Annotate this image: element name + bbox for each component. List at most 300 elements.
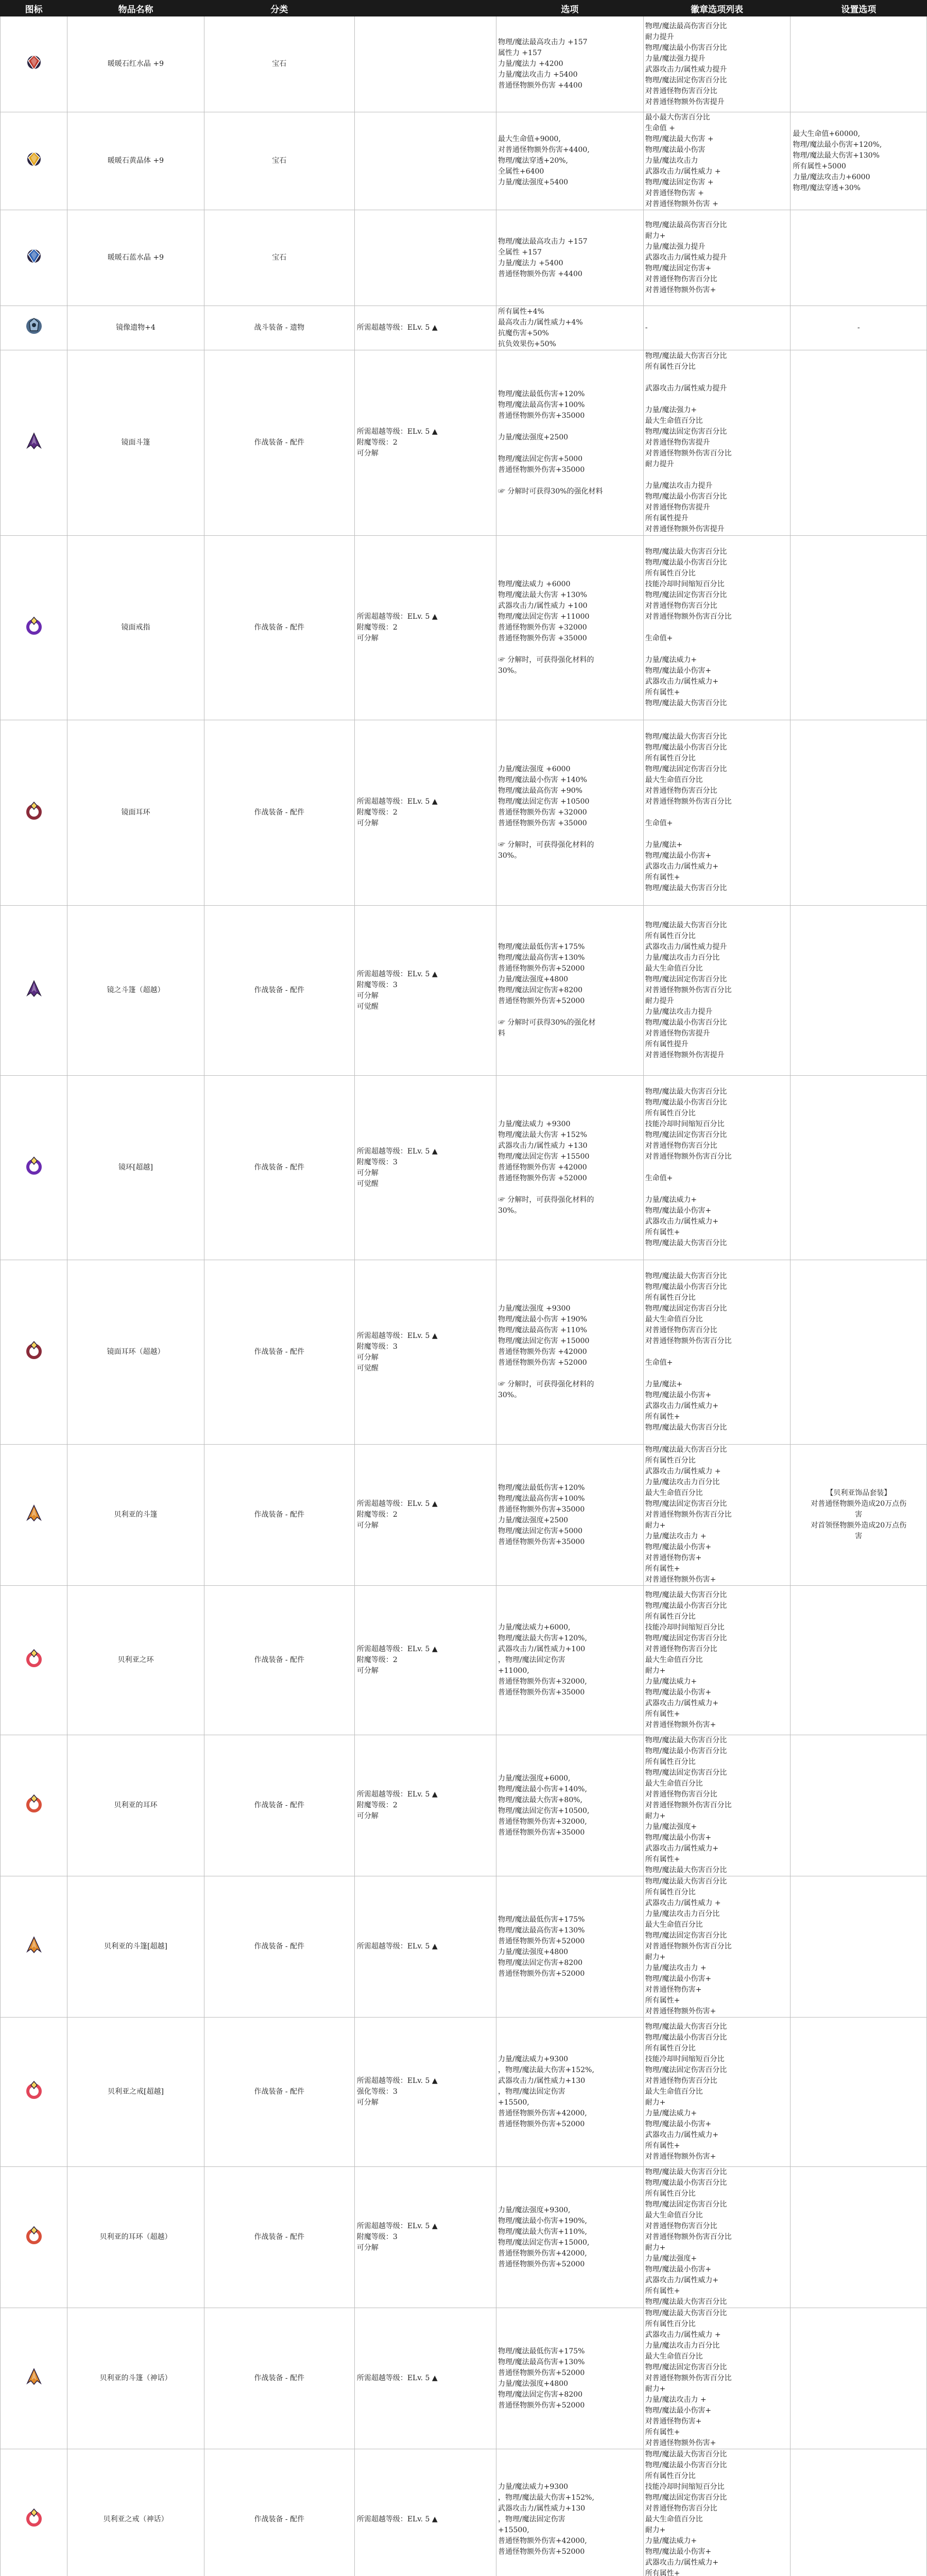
- item-category: 作战装备 - 配件: [204, 1876, 354, 2018]
- option-line: 物理/魔法固定伤害+8200: [497, 2390, 583, 2399]
- random-option-line: 物理/魔法最小伤害+: [645, 2120, 712, 2128]
- random-option-line: 耐力+: [645, 2244, 666, 2252]
- item-category: 作战装备 - 配件: [204, 2308, 354, 2449]
- random-option-line: 物理/魔法固定伤害 +: [645, 178, 714, 187]
- item-category: 作战装备 - 配件: [204, 2167, 354, 2308]
- random-option-line: 耐力提升: [645, 460, 674, 468]
- icon-cell: [1, 906, 67, 1076]
- random-option-line: 武器攻击力/属性威力+: [645, 2131, 719, 2139]
- item-category: 战斗装备 - 遗物: [204, 306, 354, 350]
- option-line: 武器攻击力/属性威力+130: [497, 2077, 586, 2085]
- option-line: 料: [497, 1029, 505, 1038]
- option-line: 普通怪物额外伤害+52000: [497, 2260, 585, 2268]
- random-option-line: 物理/魔法最小伤害+: [645, 1391, 712, 1399]
- item-name: 贝利亚的斗篷[超越]: [67, 1876, 204, 2018]
- random-option-line: 所有属性百分比: [645, 1294, 696, 1302]
- option-line: 属性力 +157: [497, 49, 542, 57]
- option-line: 物理/魔法固定伤害 +15000: [497, 1337, 590, 1345]
- option-line: ☞ 分解时，可获得强化材料的: [497, 656, 594, 664]
- random-option-line: 物理/魔法最大伤害百分比: [645, 2309, 727, 2317]
- option-line: 武器攻击力/属性威力 +100: [497, 602, 588, 610]
- item-random-options: [643, 350, 791, 536]
- blue-gem-icon: [22, 244, 46, 268]
- option-line: 30%。: [497, 1391, 522, 1399]
- option-line: ，物理/魔法最大伤害+152%,: [497, 2066, 594, 2074]
- header-requirement: [354, 1, 496, 16]
- option-line: 武器攻击力/属性威力+100: [497, 1645, 586, 1653]
- random-option-line: 所有属性+: [645, 2287, 680, 2295]
- random-option-line: 武器攻击力/属性威力+: [645, 2558, 719, 2567]
- option-line: 物理/魔法最低伤害+175%: [497, 943, 585, 951]
- item-requirement: [354, 210, 496, 306]
- mirror-cape-icon: [22, 429, 46, 453]
- random-option-line: 力量/魔法强度+: [645, 1823, 697, 1831]
- item-random-options: [643, 1445, 791, 1586]
- option-line: 力量/魔法力 +4200: [497, 60, 563, 68]
- random-option-line: 所有属性百分比: [645, 569, 696, 578]
- random-option-line: [645, 644, 789, 655]
- item-options: [496, 536, 643, 720]
- random-option-line: 力量/魔法攻击力提升: [645, 1008, 713, 1016]
- random-option-line: 所有属性+: [645, 2142, 680, 2150]
- option-line: 全属性+6400: [497, 167, 544, 176]
- table-row: [1, 210, 927, 306]
- random-option-line: 物理/魔法固定伤害百分比: [645, 1500, 727, 1508]
- random-option-line: 耐力+: [645, 1812, 666, 1820]
- option-line: 物理/魔法最高攻击力 +157: [497, 38, 588, 46]
- option-line: ☞ 分解时，可获得强化材料的: [497, 1380, 594, 1388]
- option-line: ，物理/魔法最大伤害+152%,: [497, 2494, 594, 2502]
- item-category: 宝石: [204, 210, 354, 306]
- fixed-option-line: 最大生命值+60000,: [793, 129, 861, 138]
- random-option-line: 武器攻击力/属性威力提升: [645, 253, 727, 262]
- random-option-line: 武器攻击力/属性威力提升: [645, 65, 727, 74]
- item-category: 作战装备 - 配件: [204, 2018, 354, 2167]
- random-option-line: 所有属性百分比: [645, 2320, 696, 2328]
- option-line: 物理/魔法穿透+20%,: [497, 157, 568, 165]
- option-line: 物理/魔法最高伤害 +90%: [497, 787, 582, 795]
- random-option-line: 所有属性+: [645, 2428, 680, 2436]
- random-option-line: 武器攻击力/属性威力提升: [645, 943, 727, 951]
- fixed-option-line: 对普通怪物额外造成20万点伤: [811, 1500, 907, 1508]
- random-option-line: [645, 829, 789, 840]
- random-option-line: 所有属性提升: [645, 1040, 689, 1048]
- random-option-line: 物理/魔法最小伤害百分比: [645, 1019, 727, 1027]
- option-line: 物理/魔法固定伤害+15000,: [497, 2238, 590, 2247]
- random-option-line: 所有属性+: [645, 1228, 680, 1236]
- option-line: 力量/魔法力 +5400: [497, 259, 563, 267]
- random-option-line: 物理/魔法固定伤害百分比: [645, 2494, 727, 2502]
- option-line: 普通怪物额外伤害+35000: [497, 1688, 585, 1697]
- option-line: 物理/魔法最高伤害+130%: [497, 1926, 585, 1935]
- header-options: 选项: [496, 1, 643, 16]
- option-line: 物理/魔法最低伤害+120%: [497, 389, 585, 398]
- item-options: [496, 1076, 643, 1260]
- red-gem-icon: [22, 50, 46, 74]
- random-option-line: [645, 372, 789, 383]
- icon-cell: [1, 112, 67, 210]
- option-line: ☞ 分解时，可获得强化材料的: [497, 841, 594, 849]
- random-option-line: 物理/魔法固定伤害百分比: [645, 2200, 727, 2209]
- item-category: 作战装备 - 配件: [204, 1586, 354, 1735]
- table-row: [1, 2018, 927, 2167]
- random-option-line: [645, 394, 789, 405]
- option-line: 力量/魔法强度 +9300: [497, 1304, 571, 1313]
- option-line: 普通怪物额外伤害+35000: [497, 1828, 585, 1837]
- icon-cell: [1, 2167, 67, 2308]
- item-name: 镜像遗物+4: [67, 306, 204, 350]
- random-option-line: 物理/魔法最小伤害百分比: [645, 2461, 727, 2469]
- random-option-line: 耐力+: [645, 232, 666, 240]
- item-fixed-options: [791, 2018, 927, 2167]
- item-name: 镜面斗篷: [67, 350, 204, 536]
- random-option-line: 最大生命值百分比: [645, 1921, 703, 1929]
- option-line: 物理/魔法最高攻击力 +157: [497, 237, 588, 246]
- icon-cell: [1, 536, 67, 720]
- table-row: [1, 1876, 927, 2018]
- option-line: 物理/魔法最大伤害+120%,: [497, 1634, 587, 1642]
- option-line: 普通怪物额外伤害+52000: [497, 2368, 585, 2377]
- random-option-line: 物理/魔法最大伤害百分比: [645, 1423, 727, 1432]
- random-option-line: 物理/魔法固定伤害百分比: [645, 1304, 727, 1313]
- item-fixed-options: [791, 2167, 927, 2308]
- random-option-line: 对普通怪物额外伤害+: [645, 1721, 716, 1729]
- item-random-options: [643, 112, 791, 210]
- random-option-line: 力量/魔法攻击力 +: [645, 2396, 707, 2404]
- item-options: [496, 350, 643, 536]
- random-option-line: 物理/魔法最小伤害+: [645, 1834, 712, 1842]
- random-option-line: 生命值 +: [645, 124, 675, 132]
- item-fixed-options: [791, 16, 927, 112]
- random-option-line: 对普通怪物伤害百分比: [645, 2222, 717, 2230]
- random-option-line: 最大生命值百分比: [645, 1780, 703, 1788]
- option-line: 力量/魔法强度+5400: [497, 178, 569, 187]
- item-category: 宝石: [204, 16, 354, 112]
- random-option-line: 对普通怪物伤害百分比: [645, 2504, 717, 2513]
- random-option-line: 对普通怪物额外伤害百分比: [645, 1942, 732, 1951]
- item-category: 作战装备 - 配件: [204, 1260, 354, 1445]
- item-requirement: 所需超越等级：ELv. 5 ▲ 强化等级：3 可分解: [354, 2018, 496, 2167]
- fixed-option-line: 力量/魔法攻击力+6000: [793, 173, 870, 181]
- option-line: 普通怪物额外伤害+52000: [497, 1937, 585, 1945]
- random-option-line: 物理/魔法最小伤害百分比: [645, 43, 727, 52]
- option-line: [498, 443, 642, 454]
- option-line: 力量/魔法威力+6000,: [497, 1623, 571, 1632]
- item-name: 贝利亚之环: [67, 1586, 204, 1735]
- random-option-line: 物理/魔法最小伤害百分比: [645, 493, 727, 501]
- item-requirement: 所需超越等级：ELv. 5 ▲ 附魔等级：3 可分解 可觉醒: [354, 1076, 496, 1260]
- random-option-line: 物理/魔法最大伤害百分比: [645, 1866, 727, 1874]
- item-fixed-options: [791, 1586, 927, 1735]
- option-line: 抗魔伤害+50%: [497, 329, 549, 337]
- random-option-line: 力量/魔法强度+: [645, 2255, 697, 2263]
- header-icon: 图标: [1, 1, 67, 16]
- random-option-line: 耐力+: [645, 1521, 666, 1530]
- item-options: [496, 1260, 643, 1445]
- random-option-line: 对普通怪物额外伤害百分比: [645, 449, 732, 457]
- random-option-line: 物理/魔法最大伤害百分比: [645, 1088, 727, 1096]
- random-option-line: 物理/魔法固定伤害百分比: [645, 428, 727, 436]
- item-fixed-options: [791, 2449, 927, 2576]
- random-option-line: 对普通怪物额外伤害+: [645, 286, 716, 294]
- item-name: 镜之斗篷（超越）: [67, 906, 204, 1076]
- option-line: 力量/魔法强度 +6000: [497, 765, 571, 773]
- option-line: 武器攻击力/属性威力 +130: [497, 1142, 588, 1150]
- item-name: 贝利亚的耳环（超越）: [67, 2167, 204, 2308]
- item-category: 作战装备 - 配件: [204, 350, 354, 536]
- header-random-options: 徽章选项列表: [643, 1, 791, 16]
- option-line: 力量/魔法攻击力 +5400: [497, 71, 578, 79]
- item-name: 暖暖石蓝水晶 +9: [67, 210, 204, 306]
- random-option-line: [645, 1368, 789, 1379]
- belial-ring-icon: [22, 2078, 46, 2102]
- option-line: 普通怪物额外伤害 +35000: [497, 819, 587, 827]
- option-line: 普通怪物额外伤害+52000: [497, 964, 585, 973]
- item-name: 贝利亚的斗篷: [67, 1445, 204, 1586]
- item-options: [496, 112, 643, 210]
- option-line: ☞ 分解时可获得30%的强化材料: [497, 487, 603, 496]
- random-option-line: 物理/魔法固定伤害百分比: [645, 1769, 727, 1777]
- option-line: 力量/魔法威力 +9300: [497, 1120, 571, 1128]
- item-options: [496, 2449, 643, 2576]
- random-option-line: 武器攻击力/属性威力+: [645, 677, 719, 686]
- item-name: 贝利亚之戒[超越]: [67, 2018, 204, 2167]
- option-line: 力量/魔法强度+2500: [497, 1516, 569, 1524]
- header-fixed-options: 设置选项: [791, 1, 927, 16]
- option-line: 物理/魔法最小伤害+140%,: [497, 1785, 587, 1793]
- icon-cell: [1, 1735, 67, 1876]
- random-option-line: 物理/魔法最大伤害百分比: [645, 2023, 727, 2031]
- icon-cell: [1, 2308, 67, 2449]
- random-option-line: 所有属性百分比: [645, 2044, 696, 2053]
- option-line: 普通怪物额外伤害 +52000: [497, 1359, 587, 1367]
- table-row: [1, 306, 927, 350]
- option-line: [498, 476, 642, 486]
- table-body: [1, 16, 927, 2576]
- random-option-line: 对普通怪物额外伤害+: [645, 1575, 716, 1584]
- table-row: [1, 350, 927, 536]
- random-option-line: 物理/魔法固定伤害百分比: [645, 591, 727, 599]
- random-option-line: 对普通怪物伤害百分比: [645, 1142, 717, 1150]
- item-category: 作战装备 - 配件: [204, 720, 354, 906]
- random-option-line: [645, 807, 789, 818]
- option-line: 物理/魔法最大伤害+110%,: [497, 2227, 587, 2236]
- random-option-line: 武器攻击力/属性威力+: [645, 1699, 719, 1707]
- option-line: 力量/魔法强度+6000,: [497, 1774, 571, 1783]
- belial-cape-icon: [22, 1501, 46, 1525]
- icon-cell: [1, 1260, 67, 1445]
- random-option-line: 最大生命值百分比: [645, 1315, 703, 1324]
- random-option-line: 物理/魔法固定伤害百分比: [645, 2066, 727, 2074]
- random-option-line: 物理/魔法固定伤害百分比: [645, 975, 727, 984]
- random-option-line: 对普通怪物伤害百分比: [645, 1790, 717, 1799]
- option-line: 普通怪物额外伤害+52000: [497, 2548, 585, 2556]
- option-line: 武器攻击力/属性威力+130: [497, 2504, 586, 2513]
- fixed-option-line: 【贝利亚饰品套装】: [826, 1489, 891, 1497]
- option-line: 普通怪物额外伤害+35000: [497, 465, 585, 474]
- random-option-line: 物理/魔法最小伤害百分比: [645, 2179, 727, 2187]
- random-option-line: 对普通怪物伤害百分比: [645, 787, 717, 795]
- item-name: 暖暖石黄晶体 +9: [67, 112, 204, 210]
- random-option-line: 物理/魔法固定伤害百分比: [645, 1131, 727, 1139]
- item-name: 贝利亚的斗篷（神话）: [67, 2308, 204, 2449]
- item-fixed-options: [791, 112, 927, 210]
- option-line: +11000,: [497, 1667, 529, 1675]
- item-options: [496, 2308, 643, 2449]
- random-option-line: [645, 1347, 789, 1358]
- item-options: [496, 210, 643, 306]
- option-line: 物理/魔法固定伤害+8200: [497, 1958, 583, 1967]
- table-row: [1, 1735, 927, 1876]
- option-line: ，物理/魔法固定伤害: [497, 2515, 565, 2523]
- random-option-line: 生命值+: [645, 819, 673, 827]
- random-option-line: 所有属性百分比: [645, 1109, 696, 1117]
- random-option-line: 武器攻击力/属性威力 +: [645, 2331, 721, 2339]
- random-option-line: 物理/魔法最高伤害百分比: [645, 22, 727, 30]
- random-option-line: 力量/魔法+: [645, 1380, 683, 1388]
- option-line: 全属性 +157: [497, 248, 542, 257]
- random-option-line: 对普通怪物额外伤害 +: [645, 200, 718, 208]
- option-line: 物理/魔法最高伤害 +110%: [497, 1326, 587, 1334]
- item-options: [496, 1586, 643, 1735]
- item-name: 镜面戒指: [67, 536, 204, 720]
- random-option-line: 武器攻击力/属性威力 +: [645, 1467, 721, 1476]
- option-line: 物理/魔法固定伤害 +10500: [497, 798, 590, 806]
- random-option-line: 对普通怪物额外伤害+: [645, 2153, 716, 2161]
- random-option-line: 物理/魔法固定伤害百分比: [645, 1931, 727, 1940]
- option-line: 物理/魔法最低伤害+175%: [497, 2347, 585, 2355]
- item-fixed-options: [791, 210, 927, 306]
- random-option-line: 所有属性百分比: [645, 363, 696, 371]
- fixed-option-line: 物理/魔法穿透+30%: [793, 183, 861, 192]
- belial-ring-icon: [22, 2506, 46, 2530]
- random-option-line: 物理/魔法固定伤害百分比: [645, 2363, 727, 2371]
- table-header: [1, 1, 927, 16]
- item-fixed-options: [791, 1076, 927, 1260]
- option-line: 物理/魔法最大伤害 +130%: [497, 591, 587, 599]
- yellow-gem-icon: [22, 147, 46, 171]
- option-line: 普通怪物额外伤害+52000: [497, 1969, 585, 1978]
- item-random-options: [643, 720, 791, 906]
- random-option-line: 力量/魔法强力+: [645, 406, 697, 414]
- icon-cell: [1, 1076, 67, 1260]
- item-random-options: [643, 306, 791, 350]
- item-requirement: 所需超越等级：ELv. 5 ▲ 附魔等级：3 可分解: [354, 2167, 496, 2308]
- random-option-line: 力量/魔法攻击力: [645, 157, 698, 165]
- option-line: [498, 644, 642, 655]
- item-options: [496, 1735, 643, 1876]
- item-category: 作战装备 - 配件: [204, 906, 354, 1076]
- fixed-option-line: 物理/魔法最大伤害+130%: [793, 151, 880, 160]
- mirror-relic-icon: [22, 314, 46, 338]
- option-line: 力量/魔法强度+4800: [497, 1947, 569, 1956]
- item-random-options: [643, 2167, 791, 2308]
- item-random-options: [643, 2308, 791, 2449]
- icon-cell: [1, 16, 67, 112]
- icon-cell: [1, 2018, 67, 2167]
- random-option-line: 物理/魔法最大伤害百分比: [645, 1239, 727, 1247]
- random-option-line: 所有属性百分比: [645, 754, 696, 762]
- option-line: 普通怪物额外伤害+32000,: [497, 1677, 587, 1686]
- fixed-option-line: 对首领怪物额外造成20万点伤: [811, 1521, 907, 1530]
- option-line: 普通怪物额外伤害 +4400: [497, 269, 582, 278]
- item-random-options: [643, 2018, 791, 2167]
- option-line: 力量/魔法强度+2500: [497, 433, 569, 442]
- random-option-line: 物理/魔法最小伤害百分比: [645, 1602, 727, 1610]
- option-line: 所有属性+4%: [497, 307, 544, 316]
- random-option-line: 最大生命值百分比: [645, 1656, 703, 1664]
- random-option-line: 对普通怪物伤害+: [645, 1554, 702, 1562]
- item-requirement: 所需超越等级：ELv. 5 ▲ 附魔等级：2 可分解: [354, 536, 496, 720]
- random-option-line: 物理/魔法最小伤害百分比: [645, 1098, 727, 1107]
- item-fixed-options: [791, 906, 927, 1076]
- option-line: 普通怪物额外伤害 +32000: [497, 808, 587, 817]
- item-random-options: [643, 16, 791, 112]
- random-option-line: 对普通怪物伤害提升: [645, 438, 710, 447]
- fixed-option-line: -: [857, 324, 860, 332]
- item-requirement: [354, 112, 496, 210]
- option-line: 物理/魔法最高伤害+100%: [497, 1494, 585, 1503]
- table-row: [1, 2167, 927, 2308]
- random-option-line: 力量/魔法威力+: [645, 2109, 697, 2117]
- option-line: 30%。: [497, 852, 522, 860]
- random-option-line: 对普通怪物伤害百分比: [645, 602, 717, 610]
- random-option-line: 物理/魔法最大伤害百分比: [645, 2450, 727, 2459]
- item-requirement: 所需超越等级：ELv. 5 ▲ 附魔等级：3 可分解 可觉醒: [354, 906, 496, 1076]
- option-line: 普通怪物额外伤害 +32000: [497, 623, 587, 632]
- item-requirement: 所需超越等级：ELv. 5 ▲: [354, 2449, 496, 2576]
- random-option-line: 力量/魔法强力提升: [645, 54, 706, 63]
- random-option-line: 物理/魔法最小伤害+: [645, 667, 712, 675]
- item-fixed-options: [791, 2308, 927, 2449]
- random-option-line: 对普通怪物伤害百分比: [645, 2077, 717, 2085]
- option-line: 力量/魔法威力+9300: [497, 2055, 569, 2063]
- icon-cell: [1, 1586, 67, 1735]
- random-option-line: 对普通怪物额外伤害百分比: [645, 2374, 732, 2382]
- fixed-option-line: 害: [855, 1511, 863, 1519]
- item-name: 镜环[超越]: [67, 1076, 204, 1260]
- random-option-line: 力量/魔法攻击力百分比: [645, 954, 720, 962]
- header-name: 物品名称: [67, 1, 204, 16]
- random-option-line: 物理/魔法最小伤害+: [645, 2265, 712, 2274]
- option-line: 最大生命值+9000,: [497, 135, 561, 143]
- random-option-line: 最大生命值百分比: [645, 2352, 703, 2361]
- option-line: 普通怪物额外伤害+42000,: [497, 2249, 587, 2258]
- option-line: 物理/魔法最小伤害 +190%: [497, 1315, 587, 1324]
- option-line: [498, 421, 642, 432]
- item-random-options: [643, 1260, 791, 1445]
- random-option-line: 所有属性+: [645, 1565, 680, 1573]
- item-random-options: [643, 536, 791, 720]
- random-option-line: 力量/魔法强力提升: [645, 243, 706, 251]
- option-line: ☞ 分解时可获得30%的强化材: [497, 1019, 596, 1027]
- fixed-option-line: 物理/魔法最小伤害+120%,: [793, 140, 882, 149]
- random-option-line: 物理/魔法最大伤害百分比: [645, 2168, 727, 2176]
- random-option-line: [645, 622, 789, 633]
- random-option-line: 对普通怪物额外伤害百分比: [645, 1511, 732, 1519]
- random-option-line: 技能冷却时间缩短百分比: [645, 2055, 725, 2063]
- random-option-line: 生命值+: [645, 1174, 673, 1182]
- option-line: 物理/魔法固定伤害+8200: [497, 986, 583, 994]
- option-line: [498, 1184, 642, 1195]
- item-requirement: 所需超越等级：ELv. 5 ▲: [354, 2308, 496, 2449]
- random-option-line: 对普通怪物伤害百分比: [645, 275, 717, 283]
- random-option-line: 力量/魔法+: [645, 841, 683, 849]
- random-option-line: 武器攻击力/属性威力+: [645, 1402, 719, 1410]
- item-random-options: [643, 1076, 791, 1260]
- option-line: 抗负效果伤+50%: [497, 340, 556, 348]
- random-option-line: 物理/魔法最高伤害百分比: [645, 221, 727, 229]
